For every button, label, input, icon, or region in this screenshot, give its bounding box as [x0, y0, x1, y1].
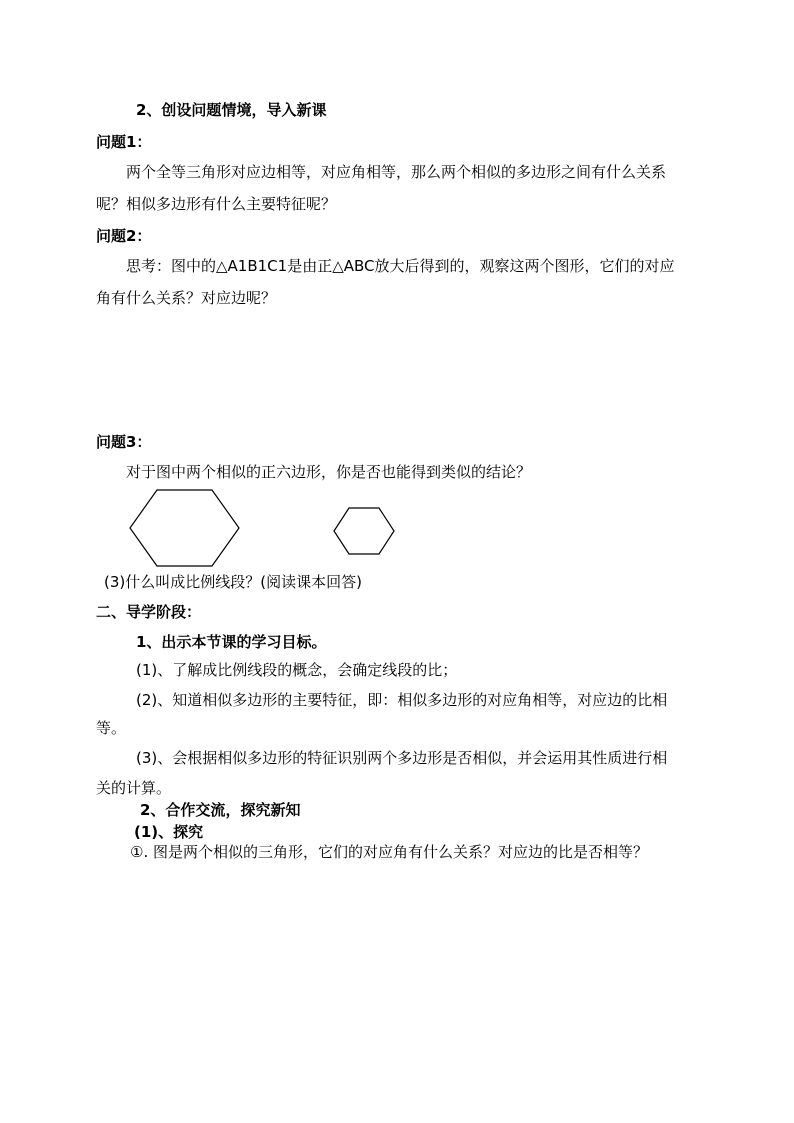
goal-2-line1: (2)、知道相似多边形的主要特征，即：相似多边形的对应角相等，对应边的比相 — [136, 691, 668, 709]
small-hexagon — [334, 508, 394, 554]
question-2-text-line1: 思考：图中的△A1B1C1是由正△ABC放大后得到的，观察这两个图形，它们的对应 — [126, 257, 675, 275]
question-2-label: 问题2： — [96, 227, 152, 245]
question-1-text-line2: 呢？相似多边形有什么主要特征呢？ — [96, 195, 337, 213]
question-2-text-line2: 角有什么关系？对应边呢？ — [96, 289, 277, 307]
section-heading-guide: 二、导学阶段： — [96, 603, 202, 621]
question-1-text-line1: 两个全等三角形对应边相等，对应角相等，那么两个相似的多边形之间有什么关系 — [126, 163, 667, 181]
question-4-text: (3)什么叫成比例线段？(阅读课本回答) — [104, 573, 362, 591]
question-3-text: 对于图中两个相似的正六边形，你是否也能得到类似的结论？ — [126, 463, 532, 481]
learning-goals-heading: 1、出示本节课的学习目标。 — [136, 633, 327, 651]
question-3-label: 问题3： — [96, 433, 152, 451]
goal-3-line2: 关的计算。 — [96, 779, 172, 797]
section-heading-intro: 2、创设问题情境，导入新课 — [136, 101, 327, 119]
question-1-label: 问题1： — [96, 133, 152, 151]
goal-3-line1: (3)、会根据相似多边形的特征识别两个多边形是否相似，并会运用其性质进行相 — [136, 749, 668, 767]
goal-2-line2: 等。 — [96, 719, 127, 737]
cooperation-heading: 2、合作交流，探究新知 — [140, 801, 301, 819]
explore-heading: (1)、探究 — [134, 823, 204, 841]
explore-question: ①. 图是两个相似的三角形，它们的对应角有什么关系？对应边的比是否相等？ — [130, 843, 648, 861]
goal-1: (1)、了解成比例线段的概念，会确定线段的比； — [136, 661, 458, 679]
large-hexagon — [130, 490, 239, 566]
